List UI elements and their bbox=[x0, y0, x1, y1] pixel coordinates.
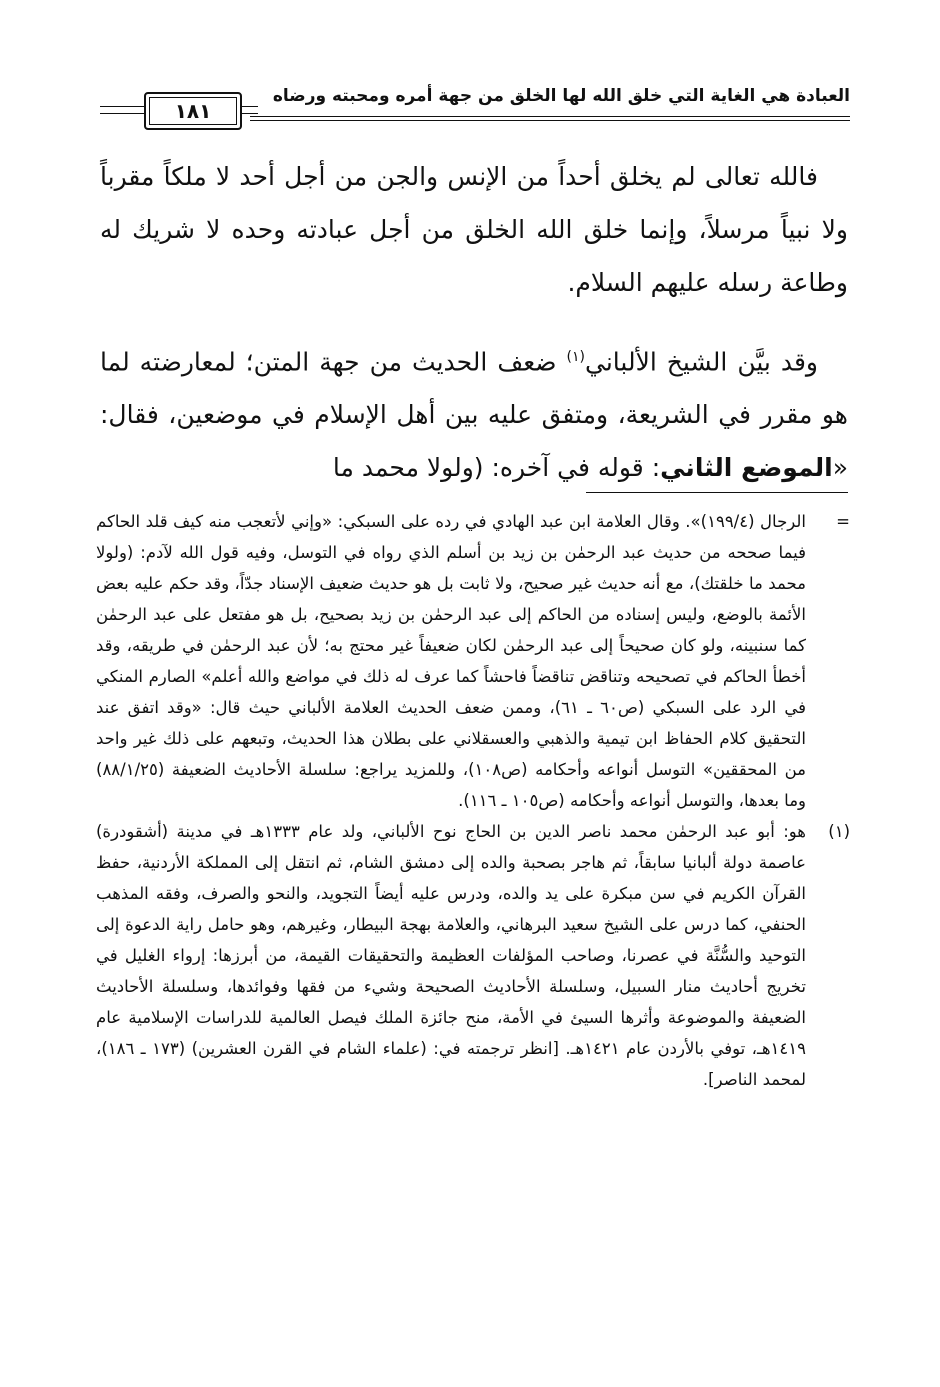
page-number-ornament-right bbox=[240, 106, 258, 114]
footnote-mark: (١) bbox=[828, 822, 850, 841]
footnotes bbox=[96, 506, 850, 1095]
paragraph-2 bbox=[100, 331, 848, 494]
paragraph-2-end: : قوله في آخره: (ولولا محمد ما bbox=[332, 453, 661, 483]
page-header bbox=[100, 78, 850, 138]
paragraph-2-bold-term: الموضع الثاني bbox=[660, 453, 833, 483]
footnote-text: الرجال (١٩٩/٤)». وقال العلامة ابن عبد الهادي في رده على السبكي: «وإني لأتعجب منه كيف قلد الحاكم فيما صححه من حديث عبد الرحمٰن بن زيد بن أسلم الذي رواه في التوسل، وفيه قول الله لآدم: (ولولا محمد ما خلقتك)، مع أنه حديث غير صحيح، ولا ثابت بل هو حديث ضعيف الإسناد جدّاً، وقد حكم عليه بعض الأئمة بالوضع، وليس إسناده من الحاكم إلى عبد الرحمٰن بن زيد بصحيح، بل هو مفتعل على عبد الرحمٰن كما سنبينه، ولو كان صحيحاً إلى عبد الرحمٰن لكان ضعيفاً غير محتج به؛ لأن عبد الرحمٰن في طريقه، وقد أخطأ الحاكم في تصحيحه وتناقض تناقضاً فاحشاً كما عرف له ذلك في مواضع والله أعلم» الصارم المنكي في الرد على السبكي (ص٦٠ ـ ٦١)، وممن ضعف الحديث العلامة الألباني حيث قال: «وقد اتفق عند التحقيق كلام الحفاظ ابن تيمية والذهبي والعسقلاني على بطلان هذا الحديث، وتبعهم على ذلك غير واحد من المحققين» التوسل أنواعه وأحكامه (ص١٠٨)، وللمزيد يراجع: سلسلة الأحاديث الضعيفة (٨٨/١/٢٥) وما بعدها، والتوسل أنواعه وأحكامه (ص١٠٥ ـ ١١٦). bbox=[96, 512, 807, 810]
page-number: ١٨١ bbox=[174, 99, 212, 123]
footnote-1 bbox=[96, 816, 850, 1095]
paragraph-1: فالله تعالى لم يخلق أحداً من الإنس والجن من أجل أحد لا ملكاً مقرباً ولا نبياً مرسلاً، وإنما خلق الله الخلق من أجل عبادته وحده لا شريك له وطاعة رسله عليهم السلام. bbox=[100, 162, 848, 297]
footnote-text: هو: أبو عبد الرحمٰن محمد ناصر الدين بن الحاج نوح الألباني، ولد عام ١٣٣٣هـ في مدينة (أشقودرة) عاصمة دولة ألبانيا سابقاً، ثم هاجر بصحبة والده إلى دمشق الشام، ثم انتقل إلى المملكة الأردنية، حفظ القرآن الكريم في سن مبكرة على يد والده، ودرس عليه أيضاً التجويد، والنحو والصرف، وفقه المذهب الحنفي، كما درس على الشيخ سعيد البرهاني، والعلامة بهجة البيطار، وغيرهم، وهو حامل راية الدعوة إلى التوحيد والسُّنَّة في عصرنا، وصاحب المؤلفات العظيمة والتحقيقات القيمة، من أبرزها: إرواء الغليل في تخريج أحاديث منار السبيل، وسلسلة الأحاديث الصحيحة وشيء من فقها وفوائدها، وسلسلة الأحاديث الضعيفة والموضوعة وأثرها السيئ في الأمة، منح جائزة الملك فيصل العالمية للدراسات الإسلامية عام ١٤١٩هـ، توفي بالأردن عام ١٤٢١هـ. [انظر ترجمته في: (علماء الشام في القرن العشرين) (١٧٣ ـ ١٨٦)، لمحمد الناصر]. bbox=[96, 822, 806, 1089]
header-rule bbox=[250, 116, 850, 121]
footnote-separator bbox=[586, 492, 848, 493]
page-number-frame bbox=[144, 92, 242, 130]
footnote-continued bbox=[96, 506, 850, 816]
paragraph-2-middle: ضعف الحديث من جهة المتن؛ لمعارضته لما هو مقرر في الشريعة، ومتفق عليه بين أهل الإسلام في موضعين، فقال: « bbox=[100, 347, 848, 483]
footnote-ref-1[interactable]: (١) bbox=[566, 349, 585, 365]
main-text bbox=[100, 150, 848, 494]
footnote-mark: = bbox=[836, 512, 850, 531]
running-title: العبادة هي الغاية التي خلق الله لها الخلق من جهة أمره ومحبته ورضاه bbox=[272, 86, 850, 106]
paragraph-2-start: وقد بيَّن الشيخ الألباني bbox=[585, 347, 819, 377]
page-number-ornament-left bbox=[100, 106, 144, 114]
